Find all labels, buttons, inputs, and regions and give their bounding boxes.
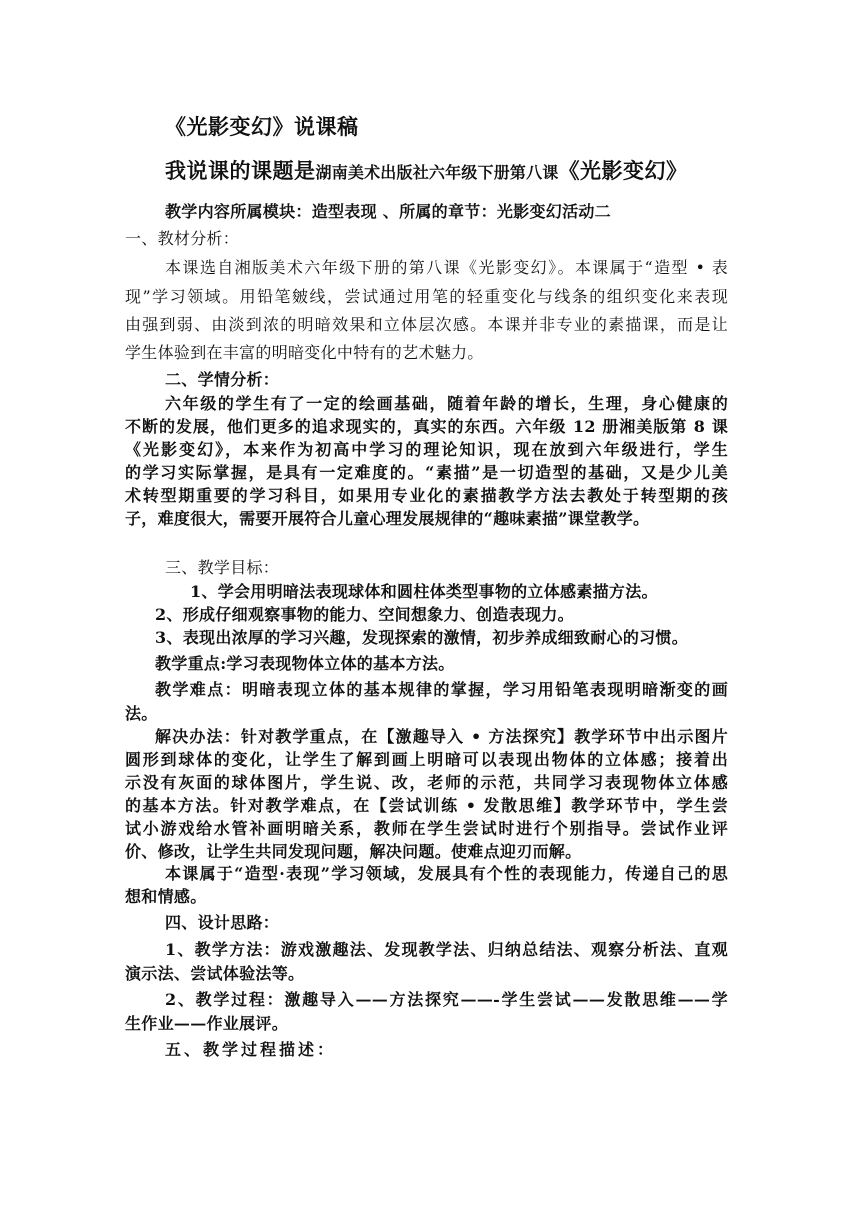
s2-line: 术转型期重要的学习科目，如果用专业化的素描教学方法去教处于转型期的孩 — [125, 486, 728, 505]
domain-line: 想和情感。 — [125, 887, 207, 906]
s1-line: 本课选自湘版美术六年级下册的第八课《光影变幻》。本课属于“造型 • 表 — [165, 258, 728, 277]
section-5-heading: 五、教学过程描述： — [165, 1040, 337, 1059]
document-title: 《光影变幻》说课稿 — [165, 114, 359, 139]
s1-line: 学生体验到在丰富的明暗变化中特有的艺术魅力。 — [125, 343, 484, 362]
section-1-heading: 一、教材分析： — [125, 229, 240, 248]
methods-line: 演示法、尝试体验法等。 — [125, 964, 305, 983]
document-subtitle — [165, 160, 688, 184]
goal-item: 1、学会用明暗法表现球体和圆柱体类型事物的立体感素描方法。 — [190, 582, 658, 601]
methods-line: 1、教学方法：游戏激趣法、发现教学法、归纳总结法、观察分析法、直观 — [165, 940, 728, 959]
section-3-heading: 三、教学目标： — [165, 558, 280, 577]
module-line: 教学内容所属模块：造型表现 、所属的章节：光影变幻活动二 — [165, 202, 611, 221]
s1-line: 由强到弱、由淡到浓的明暗效果和立体层次感。本课并非专业的素描课，而是让 — [125, 315, 728, 334]
goal-item: 2、形成仔细观察事物的能力、空间想象力、创造表现力。 — [155, 605, 574, 624]
section-4-heading: 四、设计思路： — [165, 913, 280, 932]
solution-line: 解决办法：针对教学重点，在【激趣导入 • 方法探究】教学环节中出示图片 — [155, 727, 728, 746]
solution-line: 试小游戏给水管补画明暗关系，教师在学生尝试时进行个别指导。尝试作业评 — [125, 819, 728, 838]
s2-line: 的学习实际掌握，是具有一定难度的。“素描”是一切造型的基础，又是少儿美 — [125, 463, 728, 482]
domain-line: 本课属于“造型·表现”学习领域，发展具有个性的表现能力，传递自己的思 — [165, 864, 728, 883]
solution-line: 圆形到球体的变化，让学生了解到画上明暗可以表现出物体的立体感；接着出 — [125, 750, 728, 769]
section-2-heading: 二、学情分析： — [165, 370, 280, 389]
subtitle-part-c: 《光影变幻》 — [558, 158, 688, 183]
difficult-line: 教学难点：明暗表现立体的基本规律的掌握，学习用铅笔表现明暗渐变的画 — [155, 680, 728, 699]
s2-line: 子，难度很大，需要开展符合儿童心理发展规律的“趣味素描”课堂教学。 — [125, 509, 650, 528]
s2-line: 《光影变幻》，本来作为初高中学习的理论知识，现在放到六年级进行，学生 — [125, 440, 728, 459]
difficult-line: 法。 — [125, 704, 158, 723]
process-line: 生作业——作业展评。 — [125, 1014, 289, 1033]
solution-line: 价、修改，让学生共同发现问题，解决问题。使难点迎刃而解。 — [125, 842, 582, 861]
key-point: 教学重点:学习表现物体立体的基本方法。 — [155, 654, 455, 673]
s1-line: 现”学习领域。用铅笔皴线，尝试通过用笔的轻重变化与线条的组织变化来表现 — [125, 287, 728, 306]
solution-line: 的基本方法。针对教学难点，在【尝试训练 • 发散思维】教学环节中，学生尝 — [125, 796, 728, 815]
s2-line: 不断的发展，他们更多的追求现实的，真实的东西。六年级 12 册湘美版第 8 课 — [125, 417, 728, 436]
goal-item: 3、表现出浓厚的学习兴趣，发现探索的激情，初步养成细致耐心的习惯。 — [155, 628, 689, 647]
subtitle-part-a: 我说课的课题是 — [165, 158, 316, 183]
process-line: 2、教学过程：激趣导入——方法探究——-学生尝试——发散思维——学 — [165, 990, 728, 1009]
s2-line: 六年级的学生有了一定的绘画基础，随着年龄的增长，生理，身心健康的 — [165, 394, 728, 413]
subtitle-part-b: 湖南美术出版社六年级下册第八课 — [315, 163, 559, 182]
solution-line: 示没有灰面的球体图片，学生说、改，老师的示范，共同学习表现物体立体感 — [125, 773, 728, 792]
